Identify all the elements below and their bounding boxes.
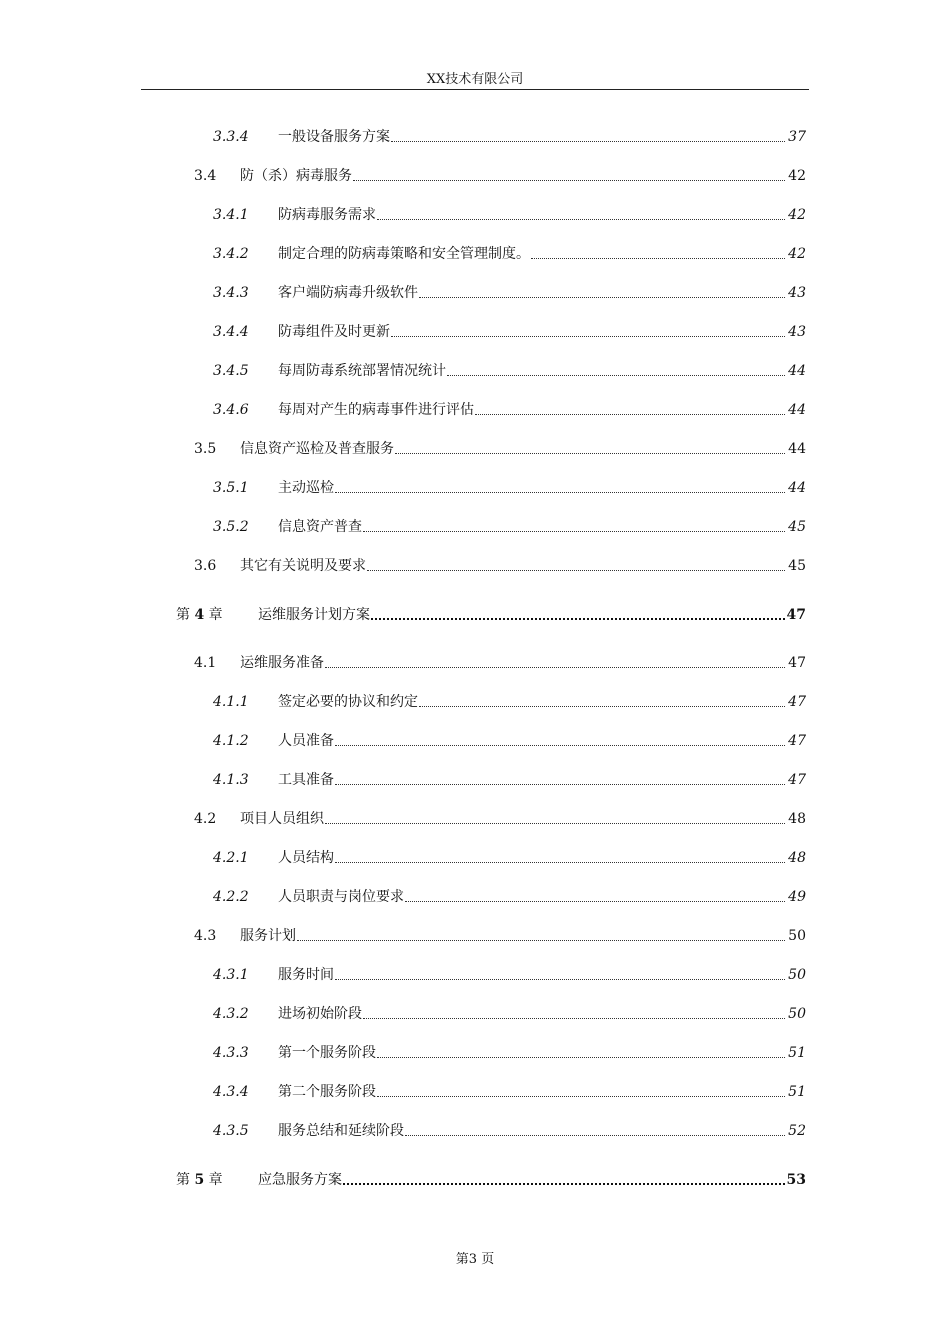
dot-leader <box>419 705 785 707</box>
dot-leader <box>377 1056 785 1058</box>
toc-entry[interactable] <box>0 650 950 672</box>
toc-title: 第一个服务阶段 <box>278 1045 376 1061</box>
toc-title: 人员准备 <box>278 733 334 749</box>
toc-entry[interactable] <box>0 689 950 711</box>
toc-title: 防（杀）病毒服务 <box>240 168 352 184</box>
toc-entry[interactable] <box>0 397 950 419</box>
toc-entry[interactable] <box>0 806 950 828</box>
toc-page: 51 <box>788 1084 806 1100</box>
toc-title: 项目人员组织 <box>240 811 324 827</box>
toc-page: 51 <box>788 1045 806 1061</box>
toc-number: 3.5 <box>194 441 217 457</box>
dot-leader <box>419 296 785 298</box>
dot-leader <box>405 900 785 902</box>
toc-title: 制定合理的防病毒策略和安全管理制度。 <box>278 246 530 262</box>
toc-title: 防病毒服务需求 <box>278 207 376 223</box>
toc-page: 45 <box>788 558 806 574</box>
toc-title: 运维服务准备 <box>240 655 324 671</box>
toc-page: 44 <box>788 402 806 418</box>
toc-number: 4.3.3 <box>213 1045 249 1061</box>
toc-title: 服务时间 <box>278 967 334 983</box>
dot-leader <box>297 939 785 941</box>
toc-entry[interactable] <box>0 767 950 789</box>
toc-page: 53 <box>786 1172 806 1188</box>
toc-title: 人员职责与岗位要求 <box>278 889 404 905</box>
toc-number: 3.4.5 <box>213 363 249 379</box>
toc-number: 3.4.6 <box>213 402 249 418</box>
toc-number: 4.2 <box>194 811 217 827</box>
toc-number: 3.4.4 <box>213 324 249 340</box>
dot-leader <box>335 783 785 785</box>
toc-page: 42 <box>788 246 806 262</box>
toc-page: 49 <box>788 889 806 905</box>
toc-page: 52 <box>788 1123 806 1139</box>
toc-number: 3.5.1 <box>213 480 249 496</box>
toc-number: 4.3.2 <box>213 1006 249 1022</box>
toc-page: 43 <box>788 285 806 301</box>
dot-leader <box>353 179 785 181</box>
toc-title: 每周对产生的病毒事件进行评估 <box>278 402 474 418</box>
toc-entry[interactable] <box>0 1118 950 1140</box>
toc-number: 4.1.2 <box>213 733 249 749</box>
toc-title: 服务总结和延续阶段 <box>278 1123 404 1139</box>
toc-entry[interactable] <box>0 553 950 575</box>
dot-leader <box>325 666 785 668</box>
dot-leader <box>371 617 785 620</box>
dot-leader <box>367 569 785 571</box>
toc-page: 44 <box>788 363 806 379</box>
dot-leader <box>475 413 785 415</box>
toc-number: 4.1.3 <box>213 772 249 788</box>
toc-chapter-entry[interactable] <box>0 1167 950 1189</box>
toc-entry[interactable] <box>0 241 950 263</box>
dot-leader <box>391 335 785 337</box>
dot-leader <box>531 257 785 259</box>
dot-leader <box>377 1095 785 1097</box>
toc-title: 主动巡检 <box>278 480 334 496</box>
toc-page: 37 <box>788 129 806 145</box>
toc-number: 3.4.3 <box>213 285 249 301</box>
toc-number: 4.3.5 <box>213 1123 249 1139</box>
dot-leader <box>363 530 785 532</box>
toc-title: 应急服务方案 <box>258 1172 342 1188</box>
dot-leader <box>325 822 785 824</box>
toc-title: 服务计划 <box>240 928 296 944</box>
toc-entry[interactable] <box>0 1001 950 1023</box>
dot-leader <box>335 744 785 746</box>
toc-number: 4.2.1 <box>213 850 249 866</box>
dot-leader <box>405 1134 785 1136</box>
dot-leader <box>395 452 785 454</box>
toc-title: 防毒组件及时更新 <box>278 324 390 340</box>
toc-chapter-number: 第 5 章 <box>176 1172 223 1188</box>
toc-entry[interactable] <box>0 436 950 458</box>
toc-entry[interactable] <box>0 358 950 380</box>
toc-number: 4.2.2 <box>213 889 249 905</box>
toc-number: 4.3 <box>194 928 217 944</box>
toc-number: 4.1 <box>194 655 217 671</box>
toc-page: 45 <box>788 519 806 535</box>
toc-entry[interactable] <box>0 475 950 497</box>
toc-page: 47 <box>788 772 806 788</box>
toc-title: 进场初始阶段 <box>278 1006 362 1022</box>
toc-chapter-entry[interactable] <box>0 602 950 624</box>
toc-title: 运维服务计划方案 <box>258 607 370 623</box>
toc-page: 50 <box>788 1006 806 1022</box>
toc-number: 3.4.2 <box>213 246 249 262</box>
toc-page: 44 <box>788 441 806 457</box>
page-footer: 第3 页 <box>455 1252 495 1267</box>
toc-number: 3.3.4 <box>213 129 249 145</box>
dot-leader <box>377 218 785 220</box>
toc-title: 人员结构 <box>278 850 334 866</box>
toc-page: 47 <box>786 607 806 623</box>
toc-entry[interactable] <box>0 514 950 536</box>
toc-entry[interactable] <box>0 163 950 185</box>
toc-title: 一般设备服务方案 <box>278 129 390 145</box>
toc-page: 50 <box>788 967 806 983</box>
toc-page: 43 <box>788 324 806 340</box>
toc-entry[interactable] <box>0 728 950 750</box>
toc-title: 签定必要的协议和约定 <box>278 694 418 710</box>
dot-leader <box>363 1017 785 1019</box>
dot-leader <box>335 861 785 863</box>
toc-title: 信息资产巡检及普查服务 <box>240 441 394 457</box>
toc-page: 48 <box>788 850 806 866</box>
toc-page: 47 <box>788 694 806 710</box>
dot-leader <box>335 978 785 980</box>
toc-page: 44 <box>788 480 806 496</box>
toc-number: 3.4 <box>194 168 217 184</box>
toc-title: 其它有关说明及要求 <box>240 558 366 574</box>
toc-entry[interactable] <box>0 845 950 867</box>
toc-entry[interactable] <box>0 124 950 146</box>
toc-number: 3.5.2 <box>213 519 249 535</box>
toc-number: 4.1.1 <box>213 694 249 710</box>
toc-entry[interactable] <box>0 1079 950 1101</box>
page-header: XX技术有限公司 <box>141 70 809 90</box>
toc-page: 48 <box>788 811 806 827</box>
toc-entry[interactable] <box>0 1040 950 1062</box>
toc-entry[interactable] <box>0 202 950 224</box>
dot-leader <box>391 140 785 142</box>
toc-page: 42 <box>788 207 806 223</box>
toc-title: 工具准备 <box>278 772 334 788</box>
toc-chapter-number: 第 4 章 <box>176 607 223 623</box>
toc-number: 4.3.1 <box>213 967 249 983</box>
toc-entry[interactable] <box>0 280 950 302</box>
toc-page: 47 <box>788 655 806 671</box>
dot-leader <box>335 491 785 493</box>
toc-title: 客户端防病毒升级软件 <box>278 285 418 301</box>
toc-number: 3.6 <box>194 558 217 574</box>
toc-title: 每周防毒系统部署情况统计 <box>278 363 446 379</box>
dot-leader <box>447 374 785 376</box>
toc-number: 4.3.4 <box>213 1084 249 1100</box>
toc-page: 50 <box>788 928 806 944</box>
toc-entry[interactable] <box>0 319 950 341</box>
toc-entry[interactable] <box>0 923 950 945</box>
toc-title: 信息资产普查 <box>278 519 362 535</box>
toc-page: 42 <box>788 168 806 184</box>
toc-entry[interactable] <box>0 962 950 984</box>
dot-leader <box>343 1182 785 1185</box>
toc-title: 第二个服务阶段 <box>278 1084 376 1100</box>
toc-page: 47 <box>788 733 806 749</box>
toc-entry[interactable] <box>0 884 950 906</box>
toc-number: 3.4.1 <box>213 207 249 223</box>
